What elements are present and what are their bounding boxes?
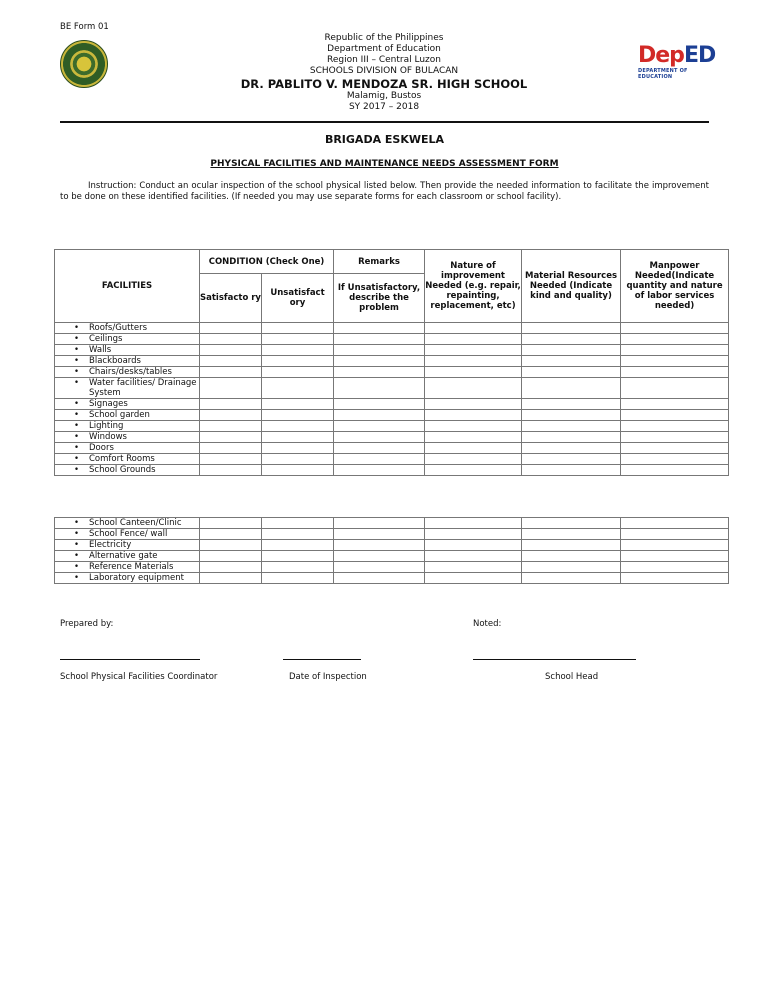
entry-cell[interactable] [522, 334, 621, 345]
entry-cell[interactable] [200, 551, 262, 562]
header-unsatisfactory: Unsatisfact ory [262, 274, 334, 323]
school-year: SY 2017 – 2018 [348, 102, 420, 112]
bullet-icon: • [74, 529, 80, 539]
entry-cell[interactable] [621, 562, 729, 573]
school-address: Malamig, Bustos [346, 91, 422, 101]
header-republic: Republic of the Philippines [324, 33, 444, 43]
bullet-icon: • [74, 518, 80, 528]
entry-cell[interactable] [200, 345, 262, 356]
facility-cell [55, 367, 200, 378]
school-head-signature-line[interactable] [473, 659, 636, 660]
entry-cell[interactable] [425, 562, 522, 573]
entry-cell[interactable] [621, 323, 729, 334]
bullet-icon: • [74, 356, 80, 366]
entry-cell[interactable] [425, 356, 522, 367]
coordinator-caption: School Physical Facilities Coordinator [60, 672, 218, 682]
header-remarks: Remarks [334, 250, 425, 274]
entry-cell[interactable] [334, 551, 425, 562]
entry-cell[interactable] [334, 399, 425, 410]
entry-cell[interactable] [522, 421, 621, 432]
table-row [55, 540, 729, 551]
entry-cell[interactable] [522, 573, 621, 584]
entry-cell[interactable] [425, 551, 522, 562]
table-row [55, 562, 729, 573]
facility-label: Ceilings [89, 334, 123, 344]
header-manpower: Manpower Needed(Indicate quantity and nature of labor services needed) [621, 250, 729, 323]
facility-cell [55, 454, 200, 465]
entry-cell[interactable] [522, 345, 621, 356]
entry-cell[interactable] [262, 345, 334, 356]
facility-cell [55, 573, 200, 584]
entry-cell[interactable] [200, 443, 262, 454]
entry-cell[interactable] [425, 323, 522, 334]
deped-logo [638, 43, 716, 80]
entry-cell[interactable] [621, 551, 729, 562]
entry-cell[interactable] [621, 345, 729, 356]
entry-cell[interactable] [425, 410, 522, 421]
facility-cell [55, 529, 200, 540]
entry-cell[interactable] [522, 399, 621, 410]
entry-cell[interactable] [262, 443, 334, 454]
deped-logo-ed: ED [683, 43, 716, 68]
table-row [55, 573, 729, 584]
entry-cell[interactable] [200, 518, 262, 529]
entry-cell[interactable] [522, 540, 621, 551]
facility-label: Chairs/desks/tables [89, 367, 172, 377]
header-material: Material Resources Needed (Indicate kind and quality) [522, 250, 621, 323]
table-row [55, 410, 729, 421]
deped-logo-subtitle: DEPARTMENT OF EDUCATION [638, 68, 688, 80]
facility-label: Roofs/Gutters [89, 323, 148, 333]
entry-cell[interactable] [334, 323, 425, 334]
entry-cell[interactable] [200, 465, 262, 476]
facility-label: Walls [89, 345, 112, 355]
facility-label: School Grounds [89, 465, 156, 475]
facility-cell [55, 399, 200, 410]
bullet-icon: • [74, 367, 80, 377]
entry-cell[interactable] [262, 551, 334, 562]
entry-cell[interactable] [621, 443, 729, 454]
table-row [55, 432, 729, 443]
form-code: BE Form 01 [60, 22, 109, 32]
bullet-icon: • [74, 540, 80, 550]
entry-cell[interactable] [200, 454, 262, 465]
table-row [55, 323, 729, 334]
entry-cell[interactable] [425, 367, 522, 378]
facility-label: Electricity [89, 540, 132, 550]
entry-cell[interactable] [522, 454, 621, 465]
entry-cell[interactable] [522, 323, 621, 334]
entry-cell[interactable] [334, 562, 425, 573]
form-title: BRIGADA ESKWELA [324, 133, 445, 146]
entry-cell[interactable] [425, 540, 522, 551]
facilities-table [54, 249, 729, 476]
entry-cell[interactable] [621, 573, 729, 584]
facility-cell [55, 540, 200, 551]
facility-cell [55, 518, 200, 529]
facility-cell [55, 334, 200, 345]
entry-cell[interactable] [425, 334, 522, 345]
entry-cell[interactable] [621, 432, 729, 443]
bullet-icon: • [74, 323, 80, 333]
school-seal-logo [60, 40, 108, 88]
facilities-table-body [55, 323, 729, 476]
facility-label: School Canteen/Clinic [89, 518, 182, 528]
entry-cell[interactable] [262, 454, 334, 465]
entry-cell[interactable] [334, 421, 425, 432]
entry-cell[interactable] [200, 367, 262, 378]
header-region: Region III – Central Luzon [327, 55, 441, 65]
bullet-icon: • [74, 551, 80, 561]
entry-cell[interactable] [425, 432, 522, 443]
header-nature: Nature of improvement Needed (e.g. repair, repainting, replacement, etc) [425, 250, 522, 323]
bullet-icon: • [74, 378, 80, 388]
entry-cell[interactable] [262, 573, 334, 584]
entry-cell[interactable] [621, 454, 729, 465]
entry-cell[interactable] [262, 540, 334, 551]
entry-cell[interactable] [334, 367, 425, 378]
facility-cell [55, 562, 200, 573]
entry-cell[interactable] [522, 562, 621, 573]
entry-cell[interactable] [522, 367, 621, 378]
facility-label: Lighting [89, 421, 124, 431]
table-row [55, 334, 729, 345]
entry-cell[interactable] [522, 529, 621, 540]
bullet-icon: • [74, 399, 80, 409]
entry-cell[interactable] [262, 356, 334, 367]
facility-label: Signages [89, 399, 128, 409]
entry-cell[interactable] [200, 529, 262, 540]
bullet-icon: • [74, 421, 80, 431]
entry-cell[interactable] [425, 345, 522, 356]
facility-label: Windows [89, 432, 127, 442]
bullet-icon: • [74, 465, 80, 475]
entry-cell[interactable] [522, 465, 621, 476]
header-facilities: FACILITIES [55, 250, 200, 323]
table-row [55, 367, 729, 378]
header-divider [60, 121, 709, 123]
entry-cell[interactable] [262, 323, 334, 334]
entry-cell[interactable] [522, 551, 621, 562]
entry-cell[interactable] [334, 378, 425, 399]
entry-cell[interactable] [262, 399, 334, 410]
entry-cell[interactable] [621, 356, 729, 367]
entry-cell[interactable] [334, 454, 425, 465]
header-condition: CONDITION (Check One) [200, 250, 334, 274]
entry-cell[interactable] [200, 378, 262, 399]
table-row [55, 378, 729, 399]
bullet-icon: • [74, 410, 80, 420]
facilities-table-2-body [55, 518, 729, 584]
entry-cell[interactable] [200, 432, 262, 443]
entry-cell[interactable] [200, 562, 262, 573]
entry-cell[interactable] [522, 356, 621, 367]
header-department: Department of Education [327, 44, 441, 54]
entry-cell[interactable] [200, 334, 262, 345]
header-remarks-sub: If Unsatisfactory, describe the problem [334, 274, 425, 323]
entry-cell[interactable] [334, 573, 425, 584]
entry-cell[interactable] [262, 410, 334, 421]
facility-cell [55, 345, 200, 356]
table-row [55, 454, 729, 465]
entry-cell[interactable] [334, 334, 425, 345]
entry-cell[interactable] [621, 367, 729, 378]
entry-cell[interactable] [262, 529, 334, 540]
entry-cell[interactable] [425, 518, 522, 529]
facility-cell [55, 465, 200, 476]
facility-cell [55, 378, 200, 399]
table-row [55, 551, 729, 562]
entry-cell[interactable] [425, 378, 522, 399]
entry-cell[interactable] [262, 367, 334, 378]
date-signature-line[interactable] [283, 659, 361, 660]
facility-label: Doors [89, 443, 114, 453]
entry-cell[interactable] [334, 465, 425, 476]
bullet-icon: • [74, 562, 80, 572]
entry-cell[interactable] [621, 410, 729, 421]
entry-cell[interactable] [334, 518, 425, 529]
facility-cell [55, 443, 200, 454]
entry-cell[interactable] [262, 562, 334, 573]
facility-label: School Fence/ wall [89, 529, 168, 539]
entry-cell[interactable] [262, 518, 334, 529]
entry-cell[interactable] [522, 518, 621, 529]
form-subtitle: PHYSICAL FACILITIES AND MAINTENANCE NEEDS ASSESSMENT FORM [210, 159, 559, 169]
deped-logo-dep: Dep [638, 43, 684, 68]
entry-cell[interactable] [621, 421, 729, 432]
entry-cell[interactable] [621, 465, 729, 476]
coordinator-signature-line[interactable] [60, 659, 200, 660]
bullet-icon: • [74, 573, 80, 583]
entry-cell[interactable] [621, 518, 729, 529]
bullet-icon: • [74, 443, 80, 453]
entry-cell[interactable] [262, 465, 334, 476]
entry-cell[interactable] [425, 465, 522, 476]
header-satisfactory: Satisfacto ry [200, 274, 262, 323]
entry-cell[interactable] [200, 421, 262, 432]
table-row [55, 465, 729, 476]
entry-cell[interactable] [262, 334, 334, 345]
facility-cell [55, 432, 200, 443]
facility-label: Laboratory equipment [89, 573, 185, 583]
entry-cell[interactable] [621, 334, 729, 345]
letterhead [234, 33, 534, 113]
entry-cell[interactable] [200, 323, 262, 334]
entry-cell[interactable] [522, 432, 621, 443]
entry-cell[interactable] [425, 421, 522, 432]
facility-cell [55, 421, 200, 432]
entry-cell[interactable] [334, 540, 425, 551]
entry-cell[interactable] [621, 540, 729, 551]
bullet-icon: • [74, 334, 80, 344]
entry-cell[interactable] [522, 410, 621, 421]
table-row [55, 518, 729, 529]
entry-cell[interactable] [200, 573, 262, 584]
prepared-by-label: Prepared by: [60, 619, 114, 629]
facility-label: Water facilities/ Drainage System [89, 378, 197, 398]
entry-cell[interactable] [522, 443, 621, 454]
facility-cell [55, 356, 200, 367]
noted-label: Noted: [473, 619, 502, 629]
facility-cell [55, 551, 200, 562]
entry-cell[interactable] [425, 529, 522, 540]
entry-cell[interactable] [621, 399, 729, 410]
table-row [55, 356, 729, 367]
entry-cell[interactable] [200, 399, 262, 410]
entry-cell[interactable] [334, 529, 425, 540]
school-name: DR. PABLITO V. MENDOZA SR. HIGH SCHOOL [240, 77, 528, 91]
entry-cell[interactable] [334, 443, 425, 454]
facility-label: Blackboards [89, 356, 141, 366]
bullet-icon: • [74, 432, 80, 442]
facility-label: School garden [89, 410, 150, 420]
entry-cell[interactable] [200, 410, 262, 421]
entry-cell[interactable] [425, 443, 522, 454]
entry-cell[interactable] [334, 356, 425, 367]
entry-cell[interactable] [334, 345, 425, 356]
table-row [55, 529, 729, 540]
entry-cell[interactable] [200, 540, 262, 551]
entry-cell[interactable] [425, 399, 522, 410]
facility-label: Alternative gate [89, 551, 158, 561]
facility-label: Reference Materials [89, 562, 174, 572]
table-row [55, 443, 729, 454]
school-head-caption: School Head [545, 672, 599, 682]
table-row [55, 399, 729, 410]
header-division: SCHOOLS DIVISION OF BULACAN [309, 66, 459, 76]
entry-cell[interactable] [425, 454, 522, 465]
facility-cell [55, 323, 200, 334]
table-row [55, 345, 729, 356]
entry-cell[interactable] [200, 356, 262, 367]
entry-cell[interactable] [334, 432, 425, 443]
table-row [55, 421, 729, 432]
facilities-table-2 [54, 517, 729, 584]
entry-cell[interactable] [522, 378, 621, 399]
facility-label: Comfort Rooms [89, 454, 155, 464]
date-caption: Date of Inspection [289, 672, 367, 682]
facility-cell [55, 410, 200, 421]
entry-cell[interactable] [334, 410, 425, 421]
instruction-text: Instruction: Conduct an ocular inspection of the school physical listed below. Then provide the needed information to facilitate the improvement to be done on these identified facilities. (If needed you may use separate forms for each classroom or school facility). [60, 181, 709, 202]
entry-cell[interactable] [621, 529, 729, 540]
entry-cell[interactable] [262, 421, 334, 432]
entry-cell[interactable] [262, 432, 334, 443]
bullet-icon: • [74, 454, 80, 464]
bullet-icon: • [74, 345, 80, 355]
entry-cell[interactable] [425, 573, 522, 584]
entry-cell[interactable] [262, 378, 334, 399]
entry-cell[interactable] [621, 378, 729, 399]
